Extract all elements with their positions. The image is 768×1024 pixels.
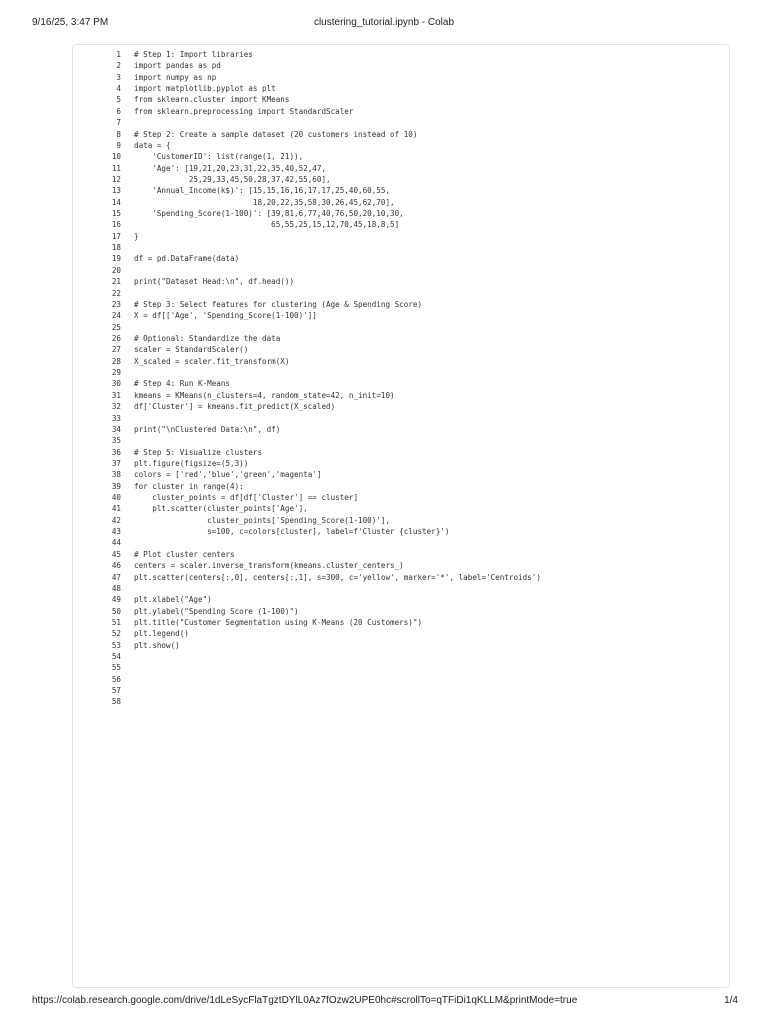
line-number: 56 bbox=[111, 674, 121, 684]
line-number: 42 bbox=[111, 515, 121, 525]
code-text: cluster_points = df[df['Cluster'] == cluster] bbox=[134, 493, 359, 503]
line-number: 51 bbox=[111, 617, 121, 627]
code-line bbox=[100, 628, 541, 639]
code-text: # Step 3: Select features for clustering (Age & Spending Score) bbox=[134, 299, 423, 309]
code-editor[interactable] bbox=[100, 49, 541, 708]
code-line bbox=[100, 49, 541, 60]
code-line bbox=[100, 299, 541, 310]
code-text: 65,55,25,15,12,70,45,18,8,5] bbox=[134, 220, 400, 230]
code-line bbox=[100, 344, 541, 355]
code-line bbox=[100, 390, 541, 401]
line-number: 50 bbox=[111, 606, 121, 616]
code-line bbox=[100, 424, 541, 435]
code-line bbox=[100, 231, 541, 242]
code-text: 18,20,22,35,58,30,26,45,62,70], bbox=[134, 197, 395, 207]
line-number: 3 bbox=[116, 72, 121, 82]
code-line bbox=[100, 481, 541, 492]
line-number: 11 bbox=[111, 163, 121, 173]
line-number: 15 bbox=[111, 209, 121, 219]
line-number: 37 bbox=[111, 458, 121, 468]
code-line bbox=[100, 83, 541, 94]
line-number: 10 bbox=[111, 152, 121, 162]
code-line bbox=[100, 151, 541, 162]
line-number: 5 bbox=[116, 95, 121, 105]
code-line bbox=[100, 572, 541, 583]
line-number: 33 bbox=[111, 413, 121, 423]
code-text: 'Spending_Score(1-100)': [39,81,6,77,40,76,50,20,10,30, bbox=[134, 209, 404, 219]
line-number: 17 bbox=[111, 231, 121, 241]
line-number: 12 bbox=[111, 174, 121, 184]
code-text: df['Cluster'] = kmeans.fit_predict(X_scaled) bbox=[134, 402, 336, 412]
line-number: 19 bbox=[111, 254, 121, 264]
page-number: 1/4 bbox=[724, 995, 738, 1006]
code-line bbox=[100, 197, 541, 208]
line-number: 29 bbox=[111, 368, 121, 378]
code-text: import numpy as np bbox=[134, 72, 217, 82]
code-line bbox=[100, 140, 541, 151]
print-date: 9/16/25, 3:47 PM bbox=[32, 17, 109, 28]
code-text: colors = ['red','blue','green','magenta'] bbox=[134, 470, 322, 480]
line-number: 45 bbox=[111, 549, 121, 559]
code-line bbox=[100, 276, 541, 287]
code-text: # Optional: Standardize the data bbox=[134, 333, 281, 343]
code-text: data = { bbox=[134, 140, 171, 150]
page-url: https://colab.research.google.com/drive/1dLeSycFlaTgztDYlL0Az7fOzw2UPE0hc#scrollTo=qTFiDi1qKLLM&printMode=true bbox=[32, 995, 578, 1006]
code-text: print("Dataset Head:\n", df.head()) bbox=[134, 277, 295, 287]
code-line bbox=[100, 651, 541, 662]
code-text: plt.ylabel("Spending Score (1-100)") bbox=[134, 606, 299, 616]
line-number: 58 bbox=[111, 697, 121, 707]
code-line bbox=[100, 549, 541, 560]
line-number: 31 bbox=[111, 390, 121, 400]
line-number: 6 bbox=[116, 106, 121, 116]
code-line bbox=[100, 163, 541, 174]
code-line bbox=[100, 94, 541, 105]
code-line bbox=[100, 413, 541, 424]
code-text: 'Annual_Income(k$)': [15,15,16,16,17,17,25,40,60,55, bbox=[134, 186, 391, 196]
line-number: 28 bbox=[111, 356, 121, 366]
line-number: 7 bbox=[116, 118, 121, 128]
code-line bbox=[100, 253, 541, 264]
page-title: clustering_tutorial.ipynb - Colab bbox=[313, 17, 455, 28]
code-text: # Step 2: Create a sample dataset (20 customers instead of 10) bbox=[134, 129, 418, 139]
line-number: 36 bbox=[111, 447, 121, 457]
code-text: X_scaled = scaler.fit_transform(X) bbox=[134, 356, 290, 366]
line-number: 38 bbox=[111, 470, 121, 480]
line-number: 23 bbox=[111, 299, 121, 309]
code-text: } bbox=[134, 231, 139, 241]
line-number: 9 bbox=[116, 140, 121, 150]
code-text: from sklearn.preprocessing import StandardScaler bbox=[134, 106, 354, 116]
line-number: 14 bbox=[111, 197, 121, 207]
code-text: centers = scaler.inverse_transform(kmeans.cluster_centers_) bbox=[134, 561, 404, 571]
code-line bbox=[100, 515, 541, 526]
line-number: 49 bbox=[111, 595, 121, 605]
code-line bbox=[100, 447, 541, 458]
line-number: 55 bbox=[111, 663, 121, 673]
line-number: 52 bbox=[111, 629, 121, 639]
code-line bbox=[100, 583, 541, 594]
code-line bbox=[100, 185, 541, 196]
line-number: 4 bbox=[116, 84, 121, 94]
code-text: 25,29,33,45,50,28,37,42,55,60], bbox=[134, 174, 331, 184]
code-text: # Step 4: Run K-Means bbox=[134, 379, 231, 389]
line-number: 48 bbox=[111, 583, 121, 593]
code-line bbox=[100, 617, 541, 628]
code-line bbox=[100, 72, 541, 83]
line-number: 41 bbox=[111, 504, 121, 514]
code-line bbox=[100, 674, 541, 685]
code-line bbox=[100, 685, 541, 696]
line-number: 24 bbox=[111, 311, 121, 321]
code-line bbox=[100, 117, 541, 128]
code-line bbox=[100, 242, 541, 253]
code-line bbox=[100, 435, 541, 446]
code-line bbox=[100, 60, 541, 71]
line-number: 27 bbox=[111, 345, 121, 355]
line-number: 30 bbox=[111, 379, 121, 389]
code-line bbox=[100, 458, 541, 469]
code-text: plt.legend() bbox=[134, 629, 189, 639]
line-number: 21 bbox=[111, 277, 121, 287]
code-line bbox=[100, 492, 541, 503]
code-text: print("\nClustered Data:\n", df) bbox=[134, 424, 281, 434]
line-number: 32 bbox=[111, 402, 121, 412]
code-text: plt.show() bbox=[134, 640, 180, 650]
code-line bbox=[100, 401, 541, 412]
line-number: 18 bbox=[111, 243, 121, 253]
line-number: 46 bbox=[111, 561, 121, 571]
line-number: 47 bbox=[111, 572, 121, 582]
line-number: 35 bbox=[111, 436, 121, 446]
code-line bbox=[100, 606, 541, 617]
code-line bbox=[100, 696, 541, 707]
code-line bbox=[100, 469, 541, 480]
code-line bbox=[100, 322, 541, 333]
line-number: 40 bbox=[111, 493, 121, 503]
line-number: 53 bbox=[111, 640, 121, 650]
line-number: 26 bbox=[111, 333, 121, 343]
code-text: 'Age': [19,21,20,23,31,22,35,40,52,47, bbox=[134, 163, 327, 173]
code-line bbox=[100, 640, 541, 651]
code-text: plt.scatter(centers[:,0], centers[:,1], s=300, c='yellow', marker='*', label='Centroids') bbox=[134, 572, 541, 582]
code-line bbox=[100, 265, 541, 276]
line-number: 16 bbox=[111, 220, 121, 230]
code-text: plt.scatter(cluster_points['Age'], bbox=[134, 504, 308, 514]
code-line bbox=[100, 526, 541, 537]
code-text: df = pd.DataFrame(data) bbox=[134, 254, 240, 264]
line-number: 44 bbox=[111, 538, 121, 548]
code-text: import pandas as pd bbox=[134, 61, 221, 71]
line-number: 8 bbox=[116, 129, 121, 139]
code-line bbox=[100, 106, 541, 117]
code-text: import matplotlib.pyplot as plt bbox=[134, 84, 276, 94]
code-text: plt.title("Customer Segmentation using K-Means (20 Customers)") bbox=[134, 617, 423, 627]
line-number: 1 bbox=[116, 50, 121, 59]
line-number: 57 bbox=[111, 686, 121, 696]
code-text: plt.figure(figsize=(5,3)) bbox=[134, 458, 249, 468]
code-text: cluster_points['Spending_Score(1-100)'], bbox=[134, 515, 391, 525]
code-line bbox=[100, 594, 541, 605]
code-line bbox=[100, 662, 541, 673]
code-text: kmeans = KMeans(n_clusters=4, random_state=42, n_init=10) bbox=[134, 390, 395, 400]
code-line bbox=[100, 174, 541, 185]
code-text: for cluster in range(4): bbox=[134, 481, 244, 491]
line-number: 25 bbox=[111, 322, 121, 332]
line-number: 43 bbox=[111, 527, 121, 537]
code-text: from sklearn.cluster import KMeans bbox=[134, 95, 290, 105]
code-line bbox=[100, 129, 541, 140]
code-line bbox=[100, 356, 541, 367]
code-text: s=100, c=colors[cluster], label=f'Cluster {cluster}') bbox=[134, 527, 450, 537]
line-number: 54 bbox=[111, 652, 121, 662]
code-line bbox=[100, 310, 541, 321]
code-text: X = df[['Age', 'Spending_Score(1-100)']] bbox=[134, 311, 317, 321]
line-number: 13 bbox=[111, 186, 121, 196]
code-line bbox=[100, 333, 541, 344]
code-text: scaler = StandardScaler() bbox=[134, 345, 249, 355]
line-number: 20 bbox=[111, 265, 121, 275]
line-number: 22 bbox=[111, 288, 121, 298]
code-line bbox=[100, 208, 541, 219]
code-text: 'CustomerID': list(range(1, 21)), bbox=[134, 152, 304, 162]
code-line bbox=[100, 367, 541, 378]
code-line bbox=[100, 378, 541, 389]
code-text: plt.xlabel("Age") bbox=[134, 595, 212, 605]
code-line bbox=[100, 503, 541, 514]
code-line bbox=[100, 288, 541, 299]
code-text: # Step 1: Import libraries bbox=[134, 50, 253, 59]
line-number: 34 bbox=[111, 424, 121, 434]
code-text: # Plot cluster centers bbox=[134, 549, 235, 559]
code-line bbox=[100, 560, 541, 571]
code-line bbox=[100, 537, 541, 548]
line-number: 2 bbox=[116, 61, 121, 71]
code-text: # Step 5: Visualize clusters bbox=[134, 447, 263, 457]
line-number: 39 bbox=[111, 481, 121, 491]
code-line bbox=[100, 219, 541, 230]
